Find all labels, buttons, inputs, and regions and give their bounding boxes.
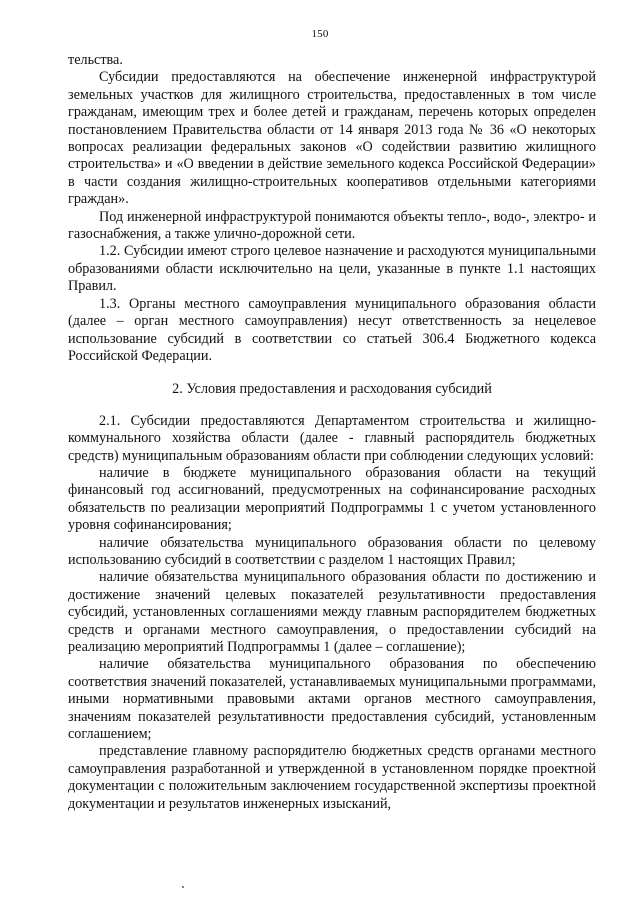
paragraph-clause-2-1: 2.1. Субсидии предоставляются Департаментом строительства и жилищно-коммунального хозяйства области (далее - главный распорядитель бюджетных средств) муниципальным образованиям области при соблюдении следующих условий: [68,412,596,464]
paragraph-condition-target-use: наличие обязательства муниципального образования области по целевому использованию субсидий в соответствии с разделом 1 настоящих Правил; [68,534,596,568]
page-number: 150 [311,28,329,40]
paragraph-infrastructure-definition: Под инженерной инфраструктурой понимаются объекты тепло-, водо-, электро- и газоснабжения, а также улично-дорожной сети. [68,208,596,243]
paragraph-continuation: тельства. [68,52,123,68]
paragraph-condition-compliance: наличие обязательства муниципального образования по обеспечению соответствия значений показателей, устанавливаемых муниципальными программами, иными нормативными правовыми актами органов местного самоуправления, значениям показателей результативности предоставления субсидий, установленным соглашением; [68,656,596,743]
document-body [68,52,596,813]
section-heading: 2. Условия предоставления и расходования субсидий [172,381,492,398]
scan-speck [182,886,184,888]
paragraph-condition-budget: наличие в бюджете муниципального образования области на текущий финансовый год ассигнований, предусмотренных на софинансирование расходных обязательств по реализации мероприятий Подпрограммы 1 с учетом установленного уровня софинансирования; [68,464,596,534]
paragraph-condition-documentation: представление главному распорядителю бюджетных средств органами местного самоуправления разработанной и утвержденной в установленном порядке проектной документации с положительным заключением государственной экспертизы проектной документации и результатов инженерных изысканий, [68,743,596,812]
paragraph-clause-1-2: 1.2. Субсидии имеют строго целевое назначение и расходуются муниципальными образованиями области исключительно на цели, указанные в пункте 1.1 настоящих Правил. [68,243,596,295]
paragraph-condition-indicators: наличие обязательства муниципального образования области по достижению и достижение значений целевых показателей результативности предоставления субсидий, установленных соглашениями между главным распорядителем бюджетных средств и органами местного самоуправления, о предоставлении субсидий на реализацию мероприятий Подпрограммы 1 (далее – соглашение); [68,569,596,655]
paragraph-clause-1-3: 1.3. Органы местного самоуправления муниципального образования области (далее – орган местного самоуправления) несут ответственность за нецелевое использование субсидий в соответствии со статьей 306.4 Бюджетного кодекса Российской Федерации. [68,295,596,364]
paragraph-subsidies-purpose: Субсидии предоставляются на обеспечение инженерной инфраструктурой земельных участков для жилищного строительства, предоставленных в том числе гражданам, имеющим трех и более детей и гражданам, перечень которых определен постановлением Правительства области от 14 января 2013 года № 36 «О некоторых вопросах реализации федеральных законов «О содействии развитию жилищного строительства» и «О введении в действие земельного кодекса Российской Федерации» в части создания жилищно-строительных кооперативов отдельными категориями граждан». [68,69,596,208]
